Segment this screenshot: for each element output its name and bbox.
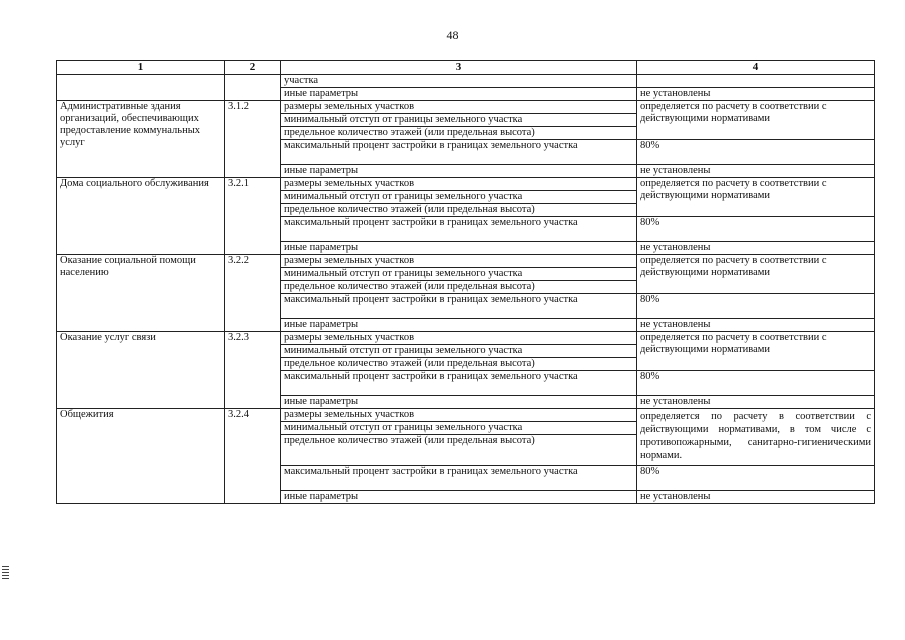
param-cell: максимальный процент застройки в границах земельного участка xyxy=(281,217,637,242)
continuation-code-cell xyxy=(225,75,281,101)
header-col-2: 2 xyxy=(225,61,281,75)
land-use-name: Административные здания организаций, обеспечивающих предоставление коммунальных услуг xyxy=(57,101,225,178)
param-cell: предельное количество этажей (или предельная высота) xyxy=(281,358,637,371)
param-cell: иные параметры xyxy=(281,165,637,178)
land-use-name: Оказание социальной помощи населению xyxy=(57,255,225,332)
param-cell: размеры земельных участков xyxy=(281,332,637,345)
param-cell: предельное количество этажей (или предельная высота) xyxy=(281,281,637,294)
value-cell: определяется по расчету в соответствии с действующими нормативами xyxy=(637,101,875,140)
value-cell xyxy=(637,75,875,88)
land-use-code: 3.2.3 xyxy=(225,332,281,409)
param-cell: предельное количество этажей (или предельная высота) xyxy=(281,435,637,466)
header-col-3: 3 xyxy=(281,61,637,75)
value-cell: не установлены xyxy=(637,165,875,178)
land-use-name: Оказание услуг связи xyxy=(57,332,225,409)
value-cell: определяется по расчету в соответствии с действующими нормативами xyxy=(637,178,875,217)
param-cell: максимальный процент застройки в границах земельного участка xyxy=(281,371,637,396)
param-cell: иные параметры xyxy=(281,319,637,332)
param-cell: размеры земельных участков xyxy=(281,255,637,268)
value-cell: не установлены xyxy=(637,242,875,255)
table-row xyxy=(57,332,875,345)
param-cell: иные параметры xyxy=(281,491,637,504)
table-row xyxy=(57,101,875,114)
land-use-code: 3.2.4 xyxy=(225,409,281,504)
value-cell: не установлены xyxy=(637,88,875,101)
value-cell: 80% xyxy=(637,371,875,396)
value-cell: 80% xyxy=(637,466,875,491)
param-cell: минимальный отступ от границы земельного участка xyxy=(281,114,637,127)
param-cell: предельное количество этажей (или предельная высота) xyxy=(281,127,637,140)
table-row xyxy=(57,409,875,422)
param-cell: максимальный процент застройки в границах земельного участка xyxy=(281,294,637,319)
param-cell: размеры земельных участков xyxy=(281,409,637,422)
table-row xyxy=(57,178,875,191)
table-row xyxy=(57,255,875,268)
param-cell: минимальный отступ от границы земельного участка xyxy=(281,345,637,358)
value-cell: определяется по расчету в соответствии с действующими нормативами xyxy=(637,332,875,371)
param-cell: минимальный отступ от границы земельного участка xyxy=(281,191,637,204)
binding-mark xyxy=(2,566,9,581)
land-use-code: 3.2.1 xyxy=(225,178,281,255)
param-cell: размеры земельных участков xyxy=(281,101,637,114)
param-cell: максимальный процент застройки в границах земельного участка xyxy=(281,140,637,165)
land-use-name: Дома социального обслуживания xyxy=(57,178,225,255)
param-cell: максимальный процент застройки в границах земельного участка xyxy=(281,466,637,491)
header-col-1: 1 xyxy=(57,61,225,75)
value-cell: не установлены xyxy=(637,396,875,409)
param-cell: иные параметры xyxy=(281,242,637,255)
table-row xyxy=(57,75,875,88)
param-cell: предельное количество этажей (или предельная высота) xyxy=(281,204,637,217)
param-cell: иные параметры xyxy=(281,396,637,409)
value-cell: не установлены xyxy=(637,319,875,332)
param-cell: участка xyxy=(281,75,637,88)
param-cell: иные параметры xyxy=(281,88,637,101)
value-cell: определяется по расчету в соответствии с действующими нормативами, в том числе с противопожарными, санитарно-гигиеническими нормами. xyxy=(637,409,875,466)
land-use-code: 3.2.2 xyxy=(225,255,281,332)
page-number: 48 xyxy=(446,28,459,42)
param-cell: минимальный отступ от границы земельного участка xyxy=(281,422,637,435)
header-col-4: 4 xyxy=(637,61,875,75)
value-cell: не установлены xyxy=(637,491,875,504)
value-cell: определяется по расчету в соответствии с действующими нормативами xyxy=(637,255,875,294)
header-row xyxy=(57,61,875,75)
param-cell: минимальный отступ от границы земельного участка xyxy=(281,268,637,281)
param-cell: размеры земельных участков xyxy=(281,178,637,191)
value-cell: 80% xyxy=(637,140,875,165)
value-cell: 80% xyxy=(637,217,875,242)
continuation-use-cell xyxy=(57,75,225,101)
value-cell: 80% xyxy=(637,294,875,319)
zoning-parameters-table xyxy=(56,60,875,504)
land-use-name: Общежития xyxy=(57,409,225,504)
land-use-code: 3.1.2 xyxy=(225,101,281,178)
